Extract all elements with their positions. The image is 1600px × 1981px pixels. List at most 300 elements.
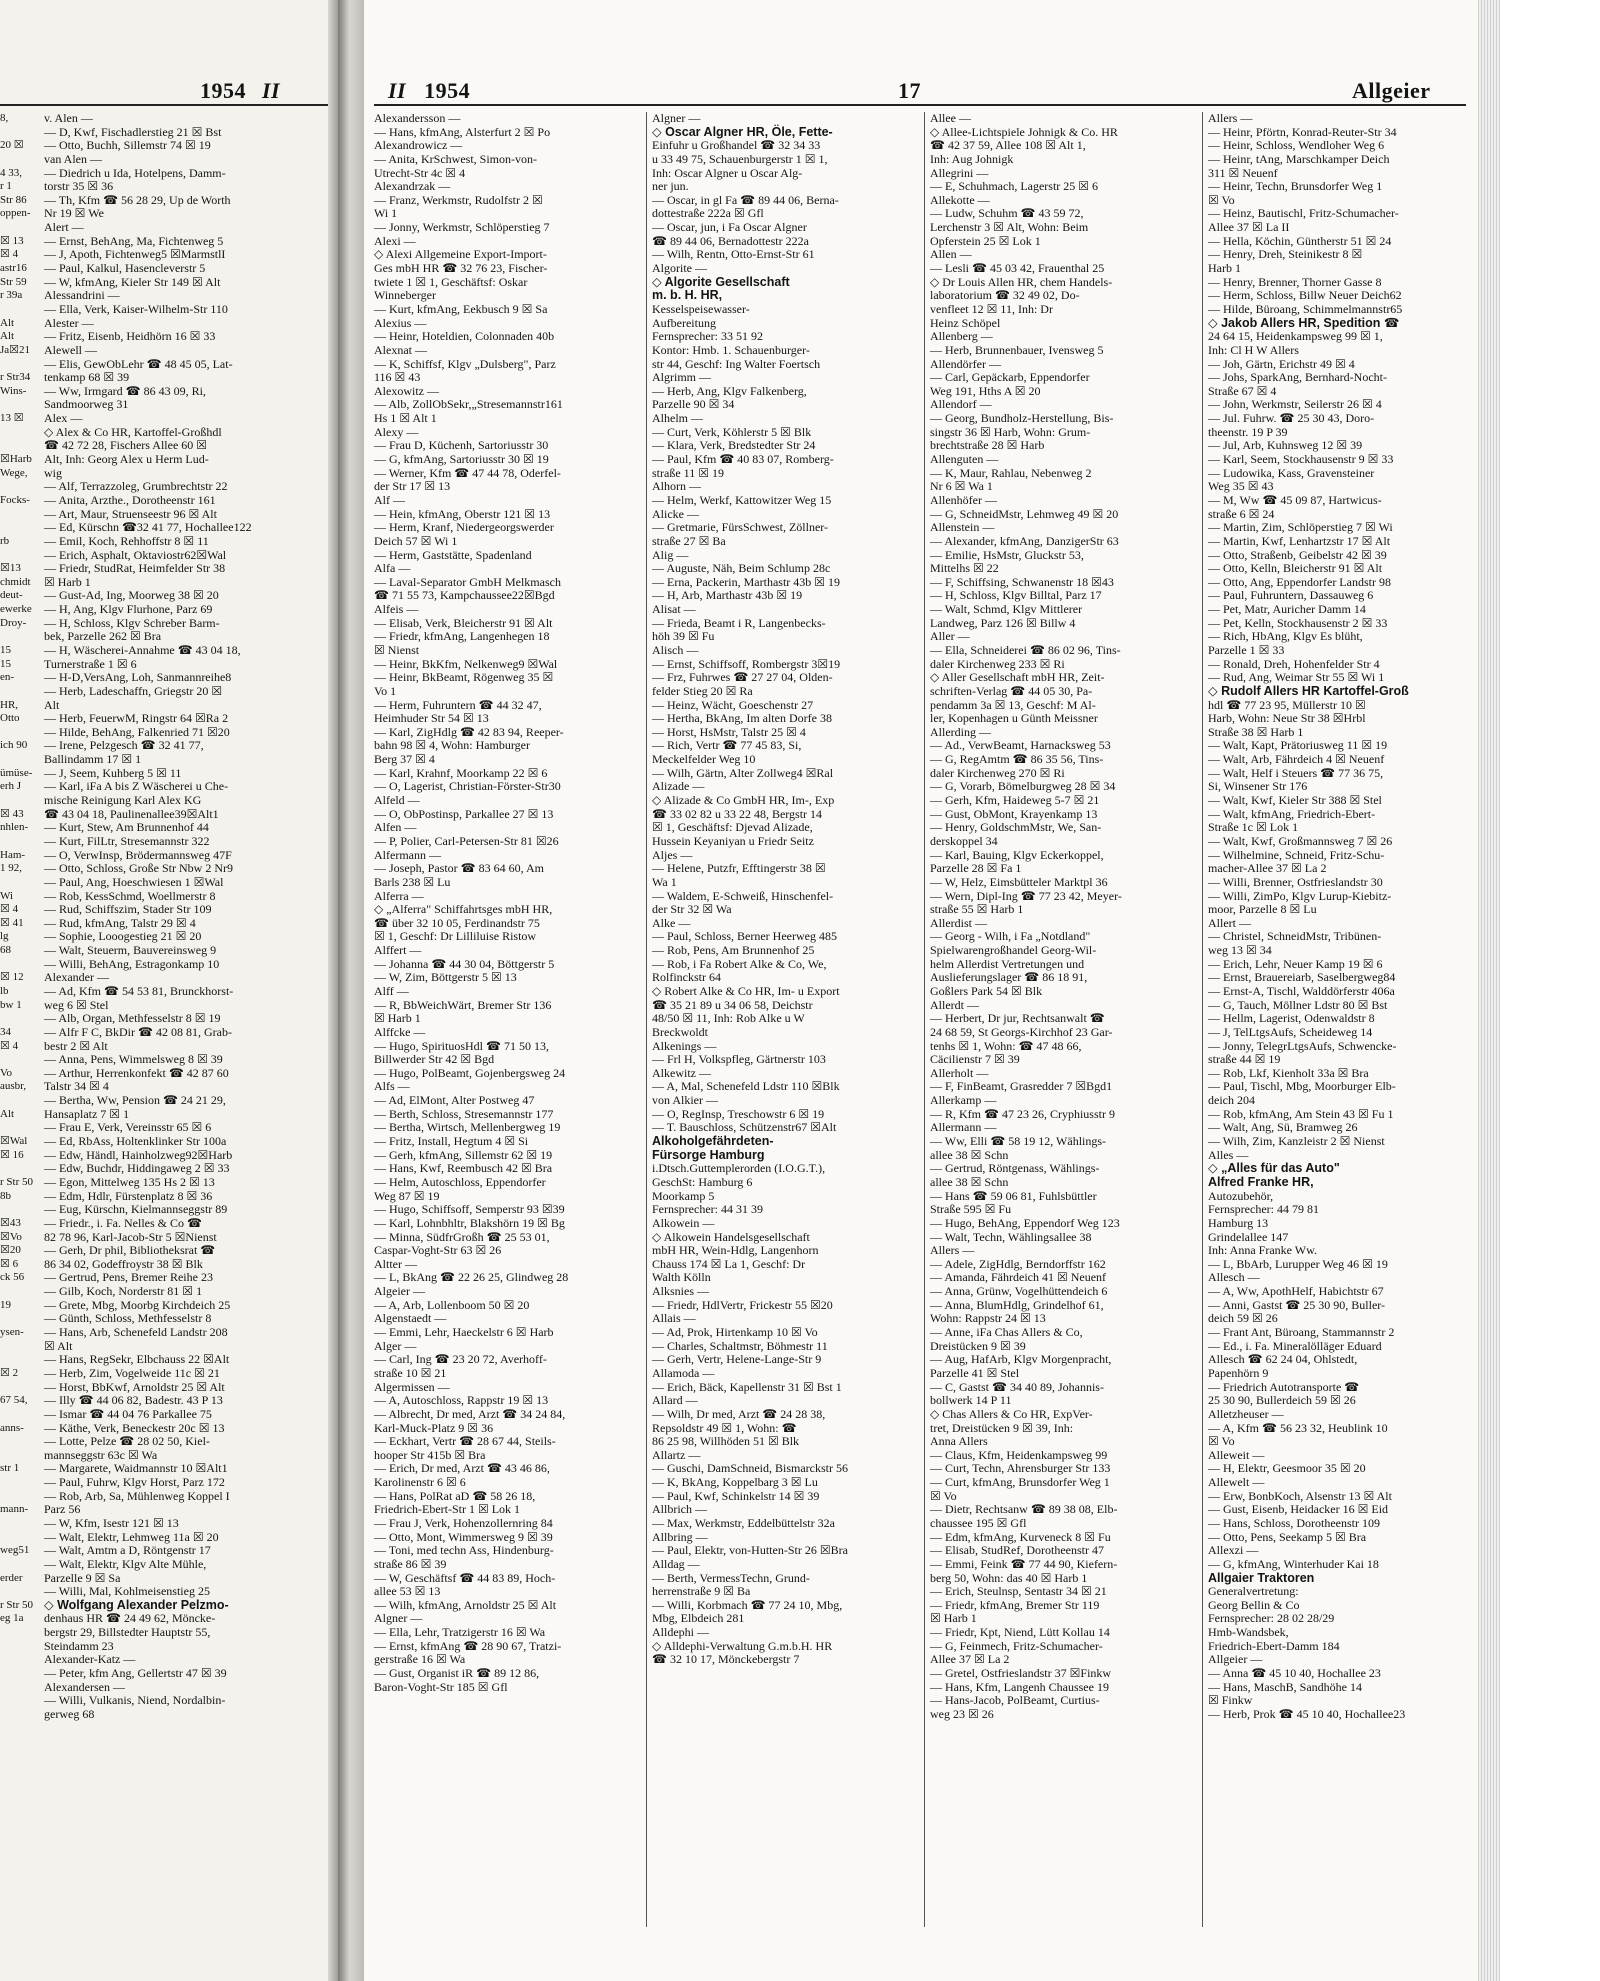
directory-line: — Rob, Arb, Sa, Mühlenweg Koppel I bbox=[44, 1488, 230, 1503]
directory-line: — Hans, kfmAng, Alsterfurt 2 ☒ Po bbox=[374, 124, 551, 139]
directory-line: — Erich, Steulnsp, Sentastr 34 ☒ 21 bbox=[930, 1584, 1107, 1599]
directory-line: ◇ Dr Louis Allen HR, chem Handels- bbox=[930, 274, 1113, 289]
directory-line: ◇ Alldephi-Verwaltung G.m.b.H. HR bbox=[652, 1638, 833, 1653]
directory-line: Alke — bbox=[652, 915, 691, 930]
directory-line: ☎ 35 21 89 u 34 06 58, Deichstr bbox=[652, 997, 813, 1012]
directory-line bbox=[0, 508, 24, 522]
directory-line: mann- bbox=[0, 1503, 29, 1516]
directory-line: — Karl, Krahnf, Moorkamp 22 ☒ 6 bbox=[374, 765, 548, 780]
directory-line: twiete 1 ☒ 1, Geschäftsf: Oskar bbox=[374, 274, 528, 289]
directory-line bbox=[0, 1012, 24, 1026]
directory-line: GeschSt: Hamburg 6 bbox=[652, 1174, 753, 1189]
directory-line bbox=[0, 1053, 24, 1067]
directory-line: — D, Kwf, Fischadlerstieg 21 ☒ Bst bbox=[44, 124, 222, 139]
directory-line: straße 55 ☒ Harb 1 bbox=[930, 902, 1024, 917]
directory-line: Si, Winsener Str 176 bbox=[1208, 779, 1308, 794]
directory-line: — Gerh, Vertr, Helene-Lange-Str 9 bbox=[652, 1352, 822, 1367]
directory-line: — Hans ☎ 59 06 81, Fuhlsbüttler bbox=[930, 1188, 1097, 1203]
directory-line: — Henry, Brenner, Thorner Gasse 8 bbox=[1208, 274, 1382, 289]
directory-line bbox=[0, 1435, 24, 1449]
directory-line: — Peter, kfm Ang, Gellertstr 47 ☒ 39 bbox=[44, 1666, 227, 1681]
right-header-rule bbox=[374, 104, 1466, 106]
directory-line: — Alfr F C, BkDir ☎ 42 08 81, Grab- bbox=[44, 1024, 232, 1039]
directory-line: Fernsprecher: 44 31 39 bbox=[652, 1202, 763, 1217]
left-page-header bbox=[200, 78, 280, 104]
directory-line: — Aug, HafArb, Klgv Morgenpracht, bbox=[930, 1352, 1112, 1367]
directory-line: Alt bbox=[0, 316, 15, 329]
directory-line: 67 54, bbox=[0, 1394, 28, 1407]
directory-line: Allermann — bbox=[930, 1120, 997, 1135]
directory-line: — Wilh, Dr med, Arzt ☎ 24 28 38, bbox=[652, 1406, 826, 1421]
directory-line: — Gerh, Dr phil, Bibliotheksrat ☎ bbox=[44, 1243, 216, 1258]
directory-line: — Willi, Brenner, Ostfrieslandstr 30 bbox=[1208, 874, 1383, 889]
directory-line: — H-D,VersAng, Loh, Sanmannreihe8 bbox=[44, 670, 232, 685]
directory-line: — Jul. Fuhrw. ☎ 25 30 43, Doro- bbox=[1208, 411, 1375, 426]
directory-line: r 1 bbox=[0, 180, 12, 193]
directory-line: — Horst, BbKwf, Arnoldstr 25 ☒ Alt bbox=[44, 1379, 225, 1394]
directory-line: Alisat — bbox=[652, 602, 696, 617]
directory-line: lg bbox=[0, 930, 9, 943]
directory-line: — R, Kfm ☎ 47 23 26, Cryphiusstr 9 bbox=[930, 1106, 1115, 1121]
directory-line: — Friedr, Kpt, Niend, Lütt Kollau 14 bbox=[930, 1625, 1110, 1640]
directory-line: Harb, Wohn: Neue Str 38 ☒Hrbl bbox=[1208, 711, 1366, 726]
directory-line: berg 50, Wohn: das 40 ☒ Harb 1 bbox=[930, 1570, 1088, 1585]
directory-line: — Wern, Dipl-Ing ☎ 77 23 42, Meyer- bbox=[930, 888, 1122, 903]
directory-line: Allekotte — bbox=[930, 192, 990, 207]
directory-line bbox=[0, 1449, 24, 1463]
directory-line bbox=[0, 876, 24, 890]
directory-line: Alhelm — bbox=[652, 411, 703, 426]
directory-line: — Gertrud, Pens, Bremer Reihe 23 bbox=[44, 1270, 213, 1285]
directory-line: der Str 32 ☒ Wa bbox=[652, 902, 732, 917]
directory-line: — Hein, kfmAng, Oberstr 121 ☒ 13 bbox=[374, 506, 551, 521]
directory-line: Allesch — bbox=[1208, 1270, 1260, 1285]
directory-line: deich 59 ☒ 26 bbox=[1208, 1311, 1278, 1326]
directory-line: Hmb-Wandsbek, bbox=[1208, 1625, 1289, 1640]
directory-line: — Lotte, Pelze ☎ 28 02 50, Kiel- bbox=[44, 1434, 210, 1449]
directory-line: Parzelle 1 ☒ 33 bbox=[1208, 642, 1285, 657]
directory-line: 34 bbox=[0, 1025, 11, 1038]
directory-line: Parz 56 bbox=[44, 1502, 81, 1517]
directory-line: Landweg, Parz 126 ☒ Billw 4 bbox=[930, 615, 1076, 630]
directory-line: Breckwoldt bbox=[652, 1024, 708, 1039]
directory-line: Baron-Voght-Str 185 ☒ Gfl bbox=[374, 1679, 508, 1694]
directory-line: — Erna, Packerin, Marthastr 43b ☒ 19 bbox=[652, 574, 841, 589]
directory-line: — Karl, Lohnbhltr, Blakshörn 19 ☒ Bg bbox=[374, 1215, 565, 1230]
directory-line: — Martin, Kwf, Lenhartzstr 17 ☒ Alt bbox=[1208, 533, 1391, 548]
directory-line: — L, BbArb, Lurupper Weg 46 ☒ 19 bbox=[1208, 1256, 1388, 1271]
directory-line: ◇ Jakob Allers HR, Spedition ☎ bbox=[1208, 315, 1400, 330]
directory-line: 24 68 59, St Georgs-Kirchhof 23 Gar- bbox=[930, 1024, 1113, 1039]
directory-line: — Rob, kfmAng, Am Stein 43 ☒ Fu 1 bbox=[1208, 1106, 1394, 1121]
directory-line: — Helm, Autoschloss, Eppendorfer bbox=[374, 1174, 546, 1189]
directory-line: 20 ☒ bbox=[0, 139, 24, 152]
directory-line bbox=[0, 1094, 24, 1108]
directory-line: ☒ 13 bbox=[0, 234, 24, 247]
directory-line: — Hertha, BkAng, Im alten Dorfe 38 bbox=[652, 711, 832, 726]
directory-line: daler Kirchenweg 270 ☒ Ri bbox=[930, 765, 1065, 780]
directory-line: Str 86 bbox=[0, 193, 27, 206]
directory-line: — Albrecht, Dr med, Arzt ☎ 34 24 84, bbox=[374, 1406, 566, 1421]
directory-line: Inh: Cl H W Allers bbox=[1208, 342, 1299, 357]
directory-line: ◇ Chas Allers & Co HR, ExpVer- bbox=[930, 1406, 1093, 1421]
directory-line: — Hans, PolRat aD ☎ 58 26 18, bbox=[374, 1488, 536, 1503]
directory-line: — Heinr, BkKfm, Nelkenweg9 ☒Wal bbox=[374, 656, 558, 671]
directory-line: — Johs, SparkAng, Bernhard-Nocht- bbox=[1208, 370, 1387, 385]
directory-line: bergstr 29, Billstedter Hauptstr 55, bbox=[44, 1625, 211, 1640]
directory-line: — Gertrud, Röntgenass, Wählings- bbox=[930, 1161, 1100, 1176]
directory-line: — Herb, FeuerwM, Ringstr 64 ☒Ra 2 bbox=[44, 711, 229, 726]
directory-line: 13 ☒ bbox=[0, 412, 24, 425]
directory-line: 86 34 02, Godeffroystr 38 ☒ Blk bbox=[44, 1256, 203, 1271]
directory-line: 311 ☒ Neuenf bbox=[1208, 165, 1278, 180]
directory-line: — Willi, Vulkanis, Niend, Nordalbin- bbox=[44, 1693, 226, 1708]
directory-line: straße 27 ☒ Ba bbox=[652, 533, 726, 548]
directory-line: ☒43 bbox=[0, 1216, 21, 1229]
page-gutter bbox=[328, 0, 338, 1981]
directory-line: Opferstein 25 ☒ Lok 1 bbox=[930, 233, 1041, 248]
directory-line: Allais — bbox=[652, 1311, 696, 1326]
directory-line: Weg 35 ☒ 43 bbox=[1208, 479, 1274, 494]
directory-line: — Henry, Dreh, Steinikestr 8 ☒ bbox=[1208, 247, 1363, 262]
directory-line: ☒ 12 bbox=[0, 971, 24, 984]
directory-line: Alexnat — bbox=[374, 342, 427, 357]
directory-line: — Hans, MaschB, Sandhöhe 14 bbox=[1208, 1679, 1362, 1694]
directory-line bbox=[0, 1285, 24, 1299]
directory-line: — Klara, Verk, Bredstedter Str 24 bbox=[652, 438, 816, 453]
directory-line: — Heinr, Hoteldien, Colonnaden 40b bbox=[374, 329, 555, 344]
directory-line: ☒ Harb 1 bbox=[930, 1611, 977, 1626]
directory-line: — Ww, Elli ☎ 58 19 12, Wählings- bbox=[930, 1134, 1107, 1149]
directory-line: — Gretel, Ostfrieslandstr 37 ☒Finkw bbox=[930, 1666, 1112, 1681]
directory-line bbox=[0, 1476, 24, 1490]
directory-line: Wohn: Rappstr 24 ☒ 13 bbox=[930, 1311, 1046, 1326]
directory-line: herrenstraße 9 ☒ Ba bbox=[652, 1584, 751, 1599]
directory-line: Alert — bbox=[44, 220, 84, 235]
directory-line: Hussein Keyaniyan u Friedr Seitz bbox=[652, 833, 814, 848]
directory-line: u 33 49 75, Schauenburgerstr 1 ☒ 1, bbox=[652, 151, 828, 166]
directory-line: Allerdt — bbox=[930, 997, 979, 1012]
directory-line: — Guschi, DamSchneid, Bismarckstr 56 bbox=[652, 1461, 848, 1476]
directory-line bbox=[0, 1517, 24, 1531]
directory-line: Allgaier Traktoren bbox=[1208, 1570, 1315, 1585]
directory-line: Walth Kölln bbox=[652, 1270, 711, 1285]
directory-line: — Otto, Mont, Wimmersweg 9 ☒ 39 bbox=[374, 1529, 553, 1544]
directory-line: Alisch — bbox=[652, 642, 699, 657]
directory-line: Alffcke — bbox=[374, 1024, 426, 1039]
directory-line: — A, Autoschloss, Rappstr 19 ☒ 13 bbox=[374, 1393, 549, 1408]
directory-line: — Hans, Arb, Schenefeld Landstr 208 bbox=[44, 1325, 228, 1340]
directory-line: Alfs — bbox=[374, 1079, 410, 1094]
directory-line: Allartz — bbox=[652, 1447, 701, 1462]
directory-line: — Erw, BonbKoch, Alsenstr 13 ☒ Alt bbox=[1208, 1488, 1392, 1503]
directory-line: — Hugo, BehAng, Eppendorf Weg 123 bbox=[930, 1215, 1120, 1230]
directory-line: — Paul, Elektr, von-Hutten-Str 26 ☒Bra bbox=[652, 1543, 848, 1558]
directory-line: ler, Kopenhagen u Günth Meissner bbox=[930, 711, 1098, 726]
directory-line: felder Stieg 20 ☒ Ra bbox=[652, 683, 753, 698]
directory-line: 25 30 90, Bullerdeich 59 ☒ 26 bbox=[1208, 1393, 1356, 1408]
directory-line: straße 11 ☒ 19 bbox=[652, 465, 724, 480]
directory-line: — G, kfmAng, Sartoriusstr 30 ☒ 19 bbox=[374, 452, 549, 467]
directory-line: daler Kirchenweg 233 ☒ Ri bbox=[930, 656, 1065, 671]
directory-line: Inh: Oscar Algner u Oscar Alg- bbox=[652, 165, 803, 180]
directory-line: — Paul, Fuhruntern, Dassauweg 6 bbox=[1208, 588, 1374, 603]
directory-line: oppen- bbox=[0, 207, 31, 220]
directory-line: ☒ Alt bbox=[44, 1338, 73, 1353]
column-2 bbox=[374, 112, 642, 1694]
directory-line: Allenberg — bbox=[930, 329, 993, 344]
directory-line: — P, Polier, Carl-Petersen-Str 81 ☒26 bbox=[374, 833, 559, 848]
directory-line: — O, VerwInsp, Brödermannsweg 47F bbox=[44, 847, 232, 862]
directory-line: — Wilh, kfmAng, Arnoldstr 25 ☒ Alt bbox=[374, 1597, 557, 1612]
directory-line: — Sophie, Looogestieg 21 ☒ 20 bbox=[44, 929, 202, 944]
directory-line: — Eckhart, Vertr ☎ 28 67 44, Steils- bbox=[374, 1434, 556, 1449]
directory-line: — Henry, GoldschmMstr, We, San- bbox=[930, 820, 1102, 835]
directory-line: Allegrini — bbox=[930, 165, 989, 180]
directory-line: Aller — bbox=[930, 629, 970, 644]
directory-line: Straße 595 ☒ Fu bbox=[930, 1202, 1012, 1217]
directory-line: bollwerk 14 P 11 bbox=[930, 1393, 1012, 1408]
directory-line: — Alb, Organ, Methfesselstr 8 ☒ 19 bbox=[44, 1011, 221, 1026]
directory-line: Steindamm 23 bbox=[44, 1638, 114, 1653]
directory-line: — Ad, ElMont, Alter Postweg 47 bbox=[374, 1093, 535, 1108]
directory-line: — Hans, Kfm, Langenh Chaussee 19 bbox=[930, 1679, 1109, 1694]
directory-line: — Jul, Arb, Kuhnsweg 12 ☒ 39 bbox=[1208, 438, 1363, 453]
directory-line: chmidt bbox=[0, 575, 31, 588]
directory-line: — M, Ww ☎ 45 09 87, Hartwicus- bbox=[1208, 492, 1382, 507]
directory-line: — Art, Maur, Struenseestr 96 ☒ Alt bbox=[44, 506, 217, 521]
directory-line: — Rich, HbAng, Klgv Es blüht, bbox=[1208, 629, 1363, 644]
directory-line: v. Alen — bbox=[44, 111, 93, 125]
directory-line: Allenstein — bbox=[930, 520, 995, 535]
directory-line: Alferra — bbox=[374, 888, 424, 903]
directory-line: — Emilie, HsMstr, Gluckstr 53, bbox=[930, 547, 1084, 562]
directory-line: Grindelallee 147 bbox=[1208, 1229, 1289, 1244]
directory-line: — Walt, Amtm a D, Röntgenstr 17 bbox=[44, 1543, 211, 1558]
directory-line: Alessandrini — bbox=[44, 288, 120, 303]
directory-line: — Otto, Straßenb, Geibelstr 42 ☒ 39 bbox=[1208, 547, 1387, 562]
column-1 bbox=[44, 112, 328, 1722]
directory-line: ☒ Harb 1 bbox=[44, 574, 91, 589]
page-number: 17 bbox=[898, 78, 921, 103]
directory-line: Karl-Muck-Platz 9 ☒ 36 bbox=[374, 1420, 494, 1435]
directory-line: ☎ 89 44 06, Bernadottestr 222a bbox=[652, 233, 809, 248]
directory-line: Allerkamp — bbox=[930, 1093, 997, 1108]
directory-line: — Helene, Putzfr, Efftingerstr 38 ☒ bbox=[652, 861, 826, 876]
directory-line: — Friedr, kfmAng, Langenhegen 18 bbox=[374, 629, 550, 644]
directory-line: Alf — bbox=[374, 492, 405, 507]
directory-line: straße 44 ☒ 19 bbox=[1208, 1052, 1281, 1067]
directory-line: Wege, bbox=[0, 466, 28, 479]
directory-line: ☎ 71 55 73, Kampchaussee22☒Bgd bbox=[374, 588, 555, 603]
directory-line: Alkoholgefährdeten- bbox=[652, 1134, 774, 1149]
directory-line: Allesch ☎ 62 24 04, Ohlstedt, bbox=[1208, 1352, 1358, 1367]
directory-line: — Willi, Korbmach ☎ 77 24 10, Mbg, bbox=[652, 1597, 843, 1612]
directory-line: 15 bbox=[0, 657, 11, 670]
directory-line: Karolinenstr 6 ☒ 6 bbox=[374, 1475, 466, 1490]
directory-line: laboratorium ☎ 32 49 02, Do- bbox=[930, 288, 1080, 303]
directory-line: Allee 37 ☒ La 2 bbox=[930, 1652, 1010, 1667]
directory-line: — Eug, Kürschn, Kielmannseggstr 89 bbox=[44, 1202, 228, 1217]
directory-line: — Herb, Brunnenbauer, Ivensweg 5 bbox=[930, 342, 1104, 357]
directory-line bbox=[0, 1312, 24, 1326]
directory-line bbox=[0, 358, 24, 372]
directory-line: Winneberger bbox=[374, 288, 436, 303]
directory-line: Alexander — bbox=[44, 970, 109, 985]
directory-line: — Anne, iFa Chas Allers & Co, bbox=[930, 1325, 1083, 1340]
directory-line: — Erich, Bäck, Kapellenstr 31 ☒ Bst 1 bbox=[652, 1379, 842, 1394]
directory-line bbox=[0, 726, 24, 740]
directory-line: van Alen — bbox=[44, 151, 102, 166]
directory-line: — Edw, Händl, Hainholzweg92☒Harb bbox=[44, 1147, 233, 1162]
directory-line: — Alb, ZollObSekr,„Stresemannstr161 bbox=[374, 397, 563, 412]
directory-line: — Herb, Zim, Vogelweide 11c ☒ 21 bbox=[44, 1365, 220, 1380]
directory-line: — Wilh, Rentn, Otto-Ernst-Str 61 bbox=[652, 247, 815, 262]
directory-line: Friedrich-Ebert-Str 1 ☒ Lok 1 bbox=[374, 1502, 521, 1517]
directory-line: gerstraße 16 ☒ Wa bbox=[374, 1652, 466, 1667]
directory-line bbox=[0, 1353, 24, 1367]
directory-line: — Adele, ZigHdlg, Berndorffstr 162 bbox=[930, 1256, 1106, 1271]
directory-line: Caspar-Voght-Str 63 ☒ 26 bbox=[374, 1243, 502, 1258]
directory-line: — Emmi, Feink ☎ 77 44 90, Kiefern- bbox=[930, 1556, 1118, 1571]
directory-line: Wa 1 bbox=[652, 874, 677, 889]
left-header-rule bbox=[0, 104, 328, 106]
directory-line: Alffert — bbox=[374, 943, 422, 958]
directory-line: — J, Apoth, Fichtenweg5 ☒MarmstlI bbox=[44, 247, 226, 262]
directory-line: — G, kfmAng, Winterhuder Kai 18 bbox=[1208, 1556, 1379, 1571]
directory-line: ümüse- bbox=[0, 766, 33, 779]
directory-line: — Max, Werkmstr, Eddelbüttelstr 32a bbox=[652, 1515, 835, 1530]
directory-line bbox=[0, 153, 24, 167]
directory-line: — Joseph, Pastor ☎ 83 64 60, Am bbox=[374, 861, 544, 876]
directory-line: anns- bbox=[0, 1421, 24, 1434]
directory-line: — Walt, Elektr, Klgv Alte Mühle, bbox=[44, 1556, 207, 1571]
directory-line: bahn 98 ☒ 4, Wohn: Hamburger bbox=[374, 738, 530, 753]
directory-line: Lerchenstr 3 ☒ Alt, Wohn: Beim bbox=[930, 220, 1089, 235]
directory-line: — K, BkAng, Koppelbarg 3 ☒ Lu bbox=[652, 1475, 818, 1490]
directory-line: — Hilde, Büroang, Schimmelmannstr65 bbox=[1208, 301, 1403, 316]
directory-line: Heimhuder Str 54 ☒ 13 bbox=[374, 711, 489, 726]
directory-line bbox=[0, 480, 24, 494]
directory-line: — Rich, Vertr ☎ 77 45 83, Si, bbox=[652, 738, 802, 753]
directory-line: — Paul, Fuhrw, Klgv Horst, Parz 172 bbox=[44, 1475, 225, 1490]
directory-line: — Gust, Eisenb, Heidacker 16 ☒ Eid bbox=[1208, 1502, 1389, 1517]
directory-line: Wi bbox=[0, 889, 13, 902]
directory-line: — Walt, Ang, Sü, Bramweg 26 bbox=[1208, 1120, 1358, 1135]
directory-line: ☒13 bbox=[0, 562, 21, 575]
directory-line: — Laval-Separator GmbH Melkmasch bbox=[374, 574, 561, 589]
directory-line: — Paul, Kwf, Schinkelstr 14 ☒ 39 bbox=[652, 1488, 820, 1503]
directory-line: Nr 6 ☒ Wa 1 bbox=[930, 479, 993, 494]
directory-line: helm Allerdist Vertretungen und bbox=[930, 956, 1085, 971]
directory-line: Allerholt — bbox=[930, 1065, 989, 1080]
directory-line: Altter — bbox=[374, 1256, 417, 1271]
directory-line: r Str 50 bbox=[0, 1175, 33, 1188]
directory-line: ☒ 6 bbox=[0, 1257, 19, 1270]
directory-line: — Irene, Pelzgesch ☎ 32 41 77, bbox=[44, 738, 204, 753]
directory-line: — Hans-Jacob, PolBeamt, Curtius- bbox=[930, 1693, 1100, 1708]
directory-line: allee 38 ☒ Schn bbox=[930, 1174, 1009, 1189]
directory-line: ☒ Vo bbox=[1208, 1434, 1235, 1449]
directory-line: en- bbox=[0, 671, 15, 684]
directory-line: mbH HR, Wein-Hdlg, Langenhorn bbox=[652, 1243, 819, 1258]
directory-line: — Edm, kfmAng, Kurveneck 8 ☒ Fu bbox=[930, 1529, 1111, 1544]
directory-line: — Anna, Grünw, Vogelhüttendeich 6 bbox=[930, 1284, 1108, 1299]
directory-line: Billwerder Str 42 ☒ Bgd bbox=[374, 1052, 495, 1067]
directory-line: — Edw, Buchdr, Hiddingaweg 2 ☒ 33 bbox=[44, 1161, 230, 1176]
directory-line: Straße 67 ☒ 4 bbox=[1208, 383, 1277, 398]
directory-line: — Karl, iFa A bis Z Wäscherei u Che- bbox=[44, 779, 229, 794]
directory-line: — Hilde, BehAng, Falkenried 71 ☒20 bbox=[44, 724, 230, 739]
directory-line: — Waldem, E-Schweiß, Hinschenfel- bbox=[652, 888, 834, 903]
directory-line: ☒ Nienst bbox=[374, 642, 420, 657]
directory-line: Hamburg 13 bbox=[1208, 1215, 1269, 1230]
directory-line: — Paul, Kfm ☎ 40 83 07, Romberg- bbox=[652, 452, 834, 467]
directory-line: Algner — bbox=[652, 111, 701, 125]
directory-line bbox=[0, 1531, 24, 1545]
directory-line: Fernsprecher: 44 79 81 bbox=[1208, 1202, 1319, 1217]
directory-line: — Gretmarie, FürsSchwest, Zöllner- bbox=[652, 520, 829, 535]
directory-line: — Paul, Ang, Hoeschwiesen 1 ☒Wal bbox=[44, 874, 224, 889]
directory-line: Parzelle 9 ☒ Sa bbox=[44, 1570, 121, 1585]
directory-line: denhaus HR ☎ 24 49 62, Möncke- bbox=[44, 1611, 216, 1626]
directory-line: Allewelt — bbox=[1208, 1475, 1265, 1490]
directory-line: — Oscar, in gl Fa ☎ 89 44 06, Berna- bbox=[652, 192, 839, 207]
directory-line: — Ad, Prok, Hirtenkamp 10 ☒ Vo bbox=[652, 1325, 818, 1340]
directory-line: nhlen- bbox=[0, 821, 29, 834]
directory-line: Allgeier — bbox=[1208, 1652, 1263, 1667]
directory-line: ☒ 2 bbox=[0, 1366, 19, 1379]
directory-line: — Heinr, Techn, Brunsdorfer Weg 1 bbox=[1208, 179, 1383, 194]
directory-line: — Grete, Mbg, Moorbg Kirchdeich 25 bbox=[44, 1297, 231, 1312]
directory-line: hooper Str 415b ☒ Bra bbox=[374, 1447, 486, 1462]
directory-line: Algeier — bbox=[374, 1284, 425, 1299]
directory-line: 15 bbox=[0, 643, 11, 656]
directory-line bbox=[0, 1381, 24, 1395]
directory-line: Fernsprecher: 28 02 28/29 bbox=[1208, 1611, 1335, 1626]
directory-line: Turnerstraße 1 ☒ 6 bbox=[44, 656, 137, 671]
directory-line: — Frau E, Verk, Vereinsstr 65 ☒ 6 bbox=[44, 1120, 212, 1135]
directory-line: — W, kfmAng, Kieler Str 149 ☒ Alt bbox=[44, 274, 221, 289]
right-header-part: II bbox=[388, 78, 407, 103]
directory-line: — Elis, GewObLehr ☎ 48 45 05, Lat- bbox=[44, 356, 233, 371]
directory-line: — J, Seem, Kuhberg 5 ☒ 11 bbox=[44, 765, 182, 780]
directory-line: — Anita, Arzthe., Dorotheenstr 161 bbox=[44, 492, 216, 507]
directory-line: — Walt, Arb, Fährdeich 4 ☒ Neuenf bbox=[1208, 752, 1385, 767]
directory-line: Otto bbox=[0, 712, 20, 725]
directory-line: ☒ 1, Geschäftsf: Djevad Alizade, bbox=[652, 820, 813, 835]
directory-line: schriften-Verlag ☎ 44 05 30, Pa- bbox=[930, 683, 1093, 698]
directory-line: Rolfinckstr 64 bbox=[652, 970, 721, 985]
directory-line: — Lesli ☎ 45 03 42, Frauenthal 25 bbox=[930, 261, 1105, 276]
directory-line: — Wilh, Gärtn, Alter Zollweg4 ☒Ral bbox=[652, 765, 834, 780]
directory-line: — O, ObPostinsp, Parkallee 27 ☒ 13 bbox=[374, 806, 554, 821]
directory-line: Allee — bbox=[930, 111, 971, 125]
directory-line: — Ronald, Dreh, Hohenfelder Str 4 bbox=[1208, 656, 1380, 671]
directory-line: — Hellm, Lagerist, Odenwaldstr 8 bbox=[1208, 1011, 1375, 1026]
directory-line: — G, RegAmtm ☎ 86 35 56, Tins- bbox=[930, 752, 1104, 767]
directory-line: — H, Arb, Marthastr 43b ☒ 19 bbox=[652, 588, 803, 603]
directory-line: — Hugo, Schiffsoff, Semperstr 93 ☒39 bbox=[374, 1202, 565, 1217]
directory-line: — Friedr, StudRat, Heimfelder Str 38 bbox=[44, 561, 226, 576]
directory-line: Alexowitz — bbox=[374, 383, 439, 398]
directory-line: ☒ 4 bbox=[0, 248, 19, 261]
directory-line: Allbring — bbox=[652, 1529, 708, 1544]
directory-line: Weg 87 ☒ 19 bbox=[374, 1188, 440, 1203]
directory-line: Deich 57 ☒ Wi 1 bbox=[374, 533, 458, 548]
directory-line: Barls 238 ☒ Lu bbox=[374, 874, 451, 889]
directory-line: wig bbox=[44, 465, 62, 480]
